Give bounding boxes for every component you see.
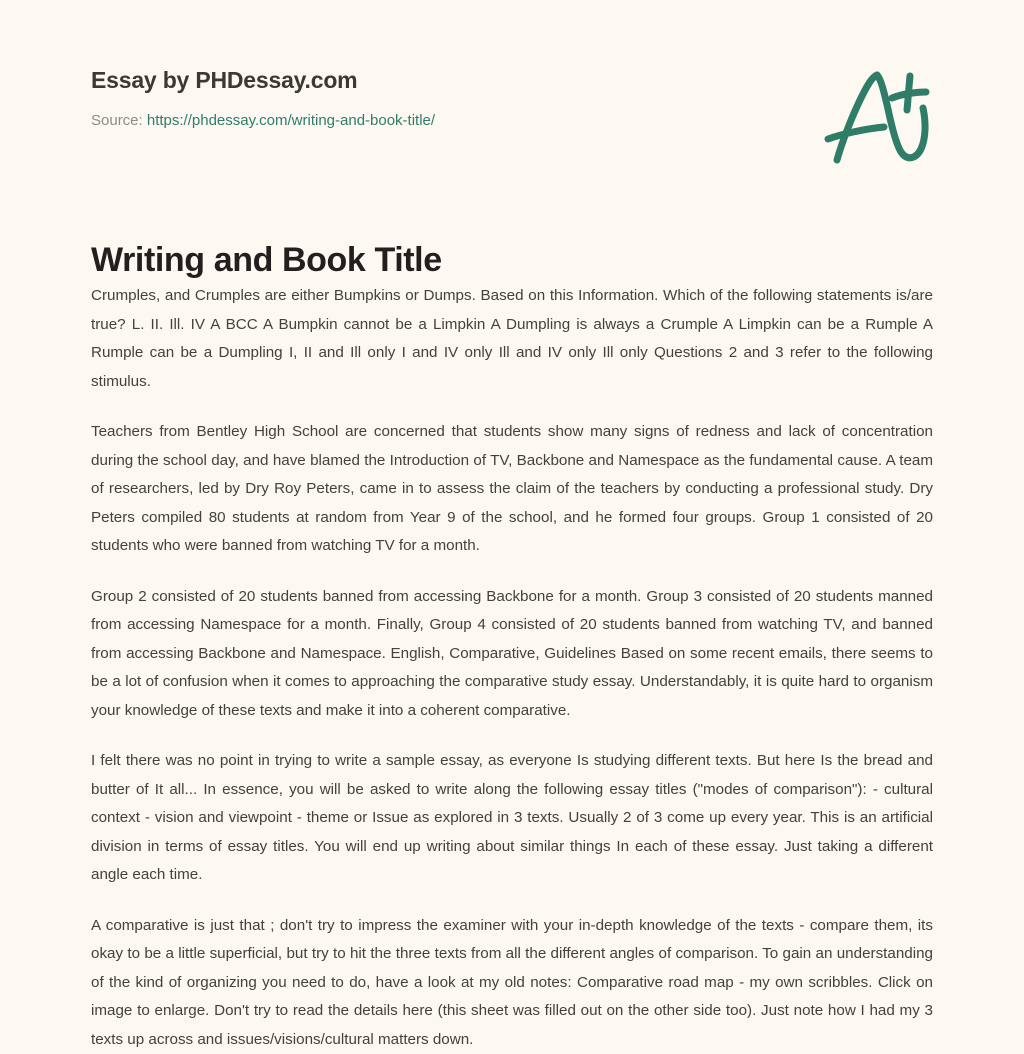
a-plus-logo-icon — [820, 64, 933, 169]
a-plus-logo-svg — [820, 64, 933, 169]
essay-body — [91, 282, 933, 1054]
source-label: Source: — [91, 112, 143, 129]
source-line — [91, 111, 435, 131]
paragraph: I felt there was no point in trying to write a sample essay, as everyone Is studying different texts. But here Is the bread and butter of It all... In essence, you will be asked to write along the following essay titles ("modes of comparison"): - cultural context - vision and viewpoint - theme or Issue as explored in 3 texts. Usually 2 of 3 come up every year. This is an artificial division in terms of essay titles. You will end up writing about similar things In each of these essay. Just taking a different angle each time. — [91, 747, 933, 890]
source-url-link[interactable]: https://phdessay.com/writing-and-book-title/ — [147, 112, 435, 129]
paragraph: Group 2 consisted of 20 students banned from accessing Backbone for a month. Group 3 consisted of 20 students manned from accessing Namespace for a month. Finally, Group 4 consisted of 20 students banned from watching TV, and banned from accessing Backbone and Namespace. English, Comparative, Guidelines Based on some recent emails, there seems to be a lot of confusion when it comes to approaching the comparative study essay. Understandably, it is quite hard to organism your knowledge of these texts and make it into a coherent comparative. — [91, 583, 933, 726]
paragraph: Teachers from Bentley High School are concerned that students show many signs of redness and lack of concentration during the school day, and have blamed the Introduction of TV, Backbone and Namespace as the fundamental cause. A team of researchers, led by Dry Roy Peters, came in to assess the claim of the teachers by conducting a professional study. Dry Peters compiled 80 students at random from Year 9 of the school, and he formed four groups. Group 1 consisted of 20 students who were banned from watching TV for a month. — [91, 418, 933, 561]
header-left-block — [91, 66, 435, 131]
page-title: Writing and Book Title — [91, 239, 442, 281]
brand-title: Essay by PHDessay.com — [91, 66, 435, 94]
page-header — [91, 66, 933, 131]
paragraph: Crumples, and Crumples are either Bumpkins or Dumps. Based on this Information. Which of the following statements is/are true? L. II. Ill. IV A BCC A Bumpkin cannot be a Limpkin A Dumpling is always a Crumple A Limpkin can be a Rumple A Rumple can be a Dumpling I, II and Ill only I and IV only Ill and IV only Ill only Questions 2 and 3 refer to the following stimulus. — [91, 282, 933, 396]
paragraph: A comparative is just that ; don't try to impress the examiner with your in-depth knowledge of the texts - compare them, its okay to be a little superficial, but try to hit the three texts from all the different angles of comparison. To gain an understanding of the kind of organizing you need to do, have a look at my old notes: Comparative road map - my own scribbles. Click on image to enlarge. Don't try to read the details here (this sheet was filled out on the other side too). Just note how I had my 3 texts up across and issues/visions/cultural matters down. — [91, 912, 933, 1054]
